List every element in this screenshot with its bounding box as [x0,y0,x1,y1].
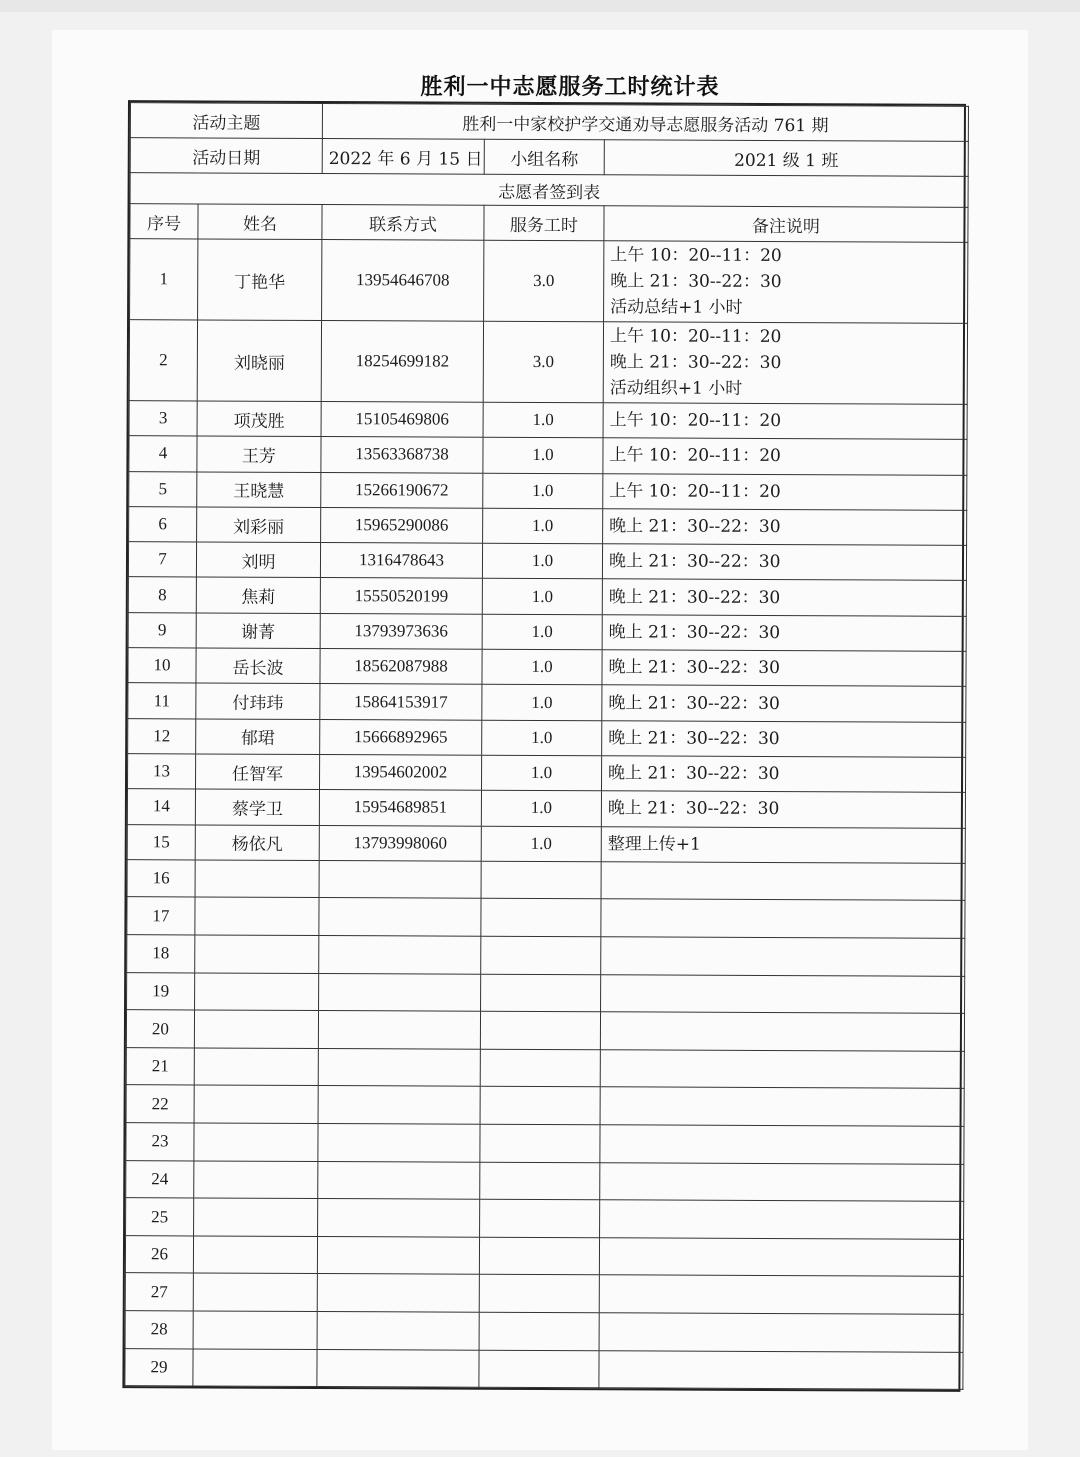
note-line: 晚上 21：30--22：30 [608,763,780,785]
empty-cell [600,1012,964,1051]
empty-cell [599,1350,963,1389]
date-row [130,138,968,177]
row-index: 19 [127,972,195,1010]
row-notes [603,509,967,546]
row-index: 7 [128,542,196,578]
note-line: 晚上 21：30--22：30 [608,622,781,643]
empty-row [126,1010,964,1051]
empty-cell [480,1199,600,1237]
empty-row [127,935,965,976]
section-title: 志愿者签到表 [130,173,968,208]
empty-cell [481,861,601,899]
row-hours: 1.0 [481,755,601,791]
empty-cell [319,860,481,898]
section-row [130,173,968,208]
note-line: 晚上 21：30--22：30 [608,692,780,714]
row-index: 15 [127,824,195,860]
row-index: 6 [129,507,197,543]
row-hours: 1.0 [482,685,602,721]
empty-cell [194,1085,318,1123]
empty-cell [193,1349,317,1387]
empty-row [125,1273,963,1314]
note-line: 上午 10：20--11：20 [610,245,782,267]
row-name: 王晓慧 [197,472,321,508]
table-row [127,789,965,828]
empty-cell [193,1273,317,1311]
row-name: 焦莉 [196,577,320,613]
note-line: 上午 10：20--11：20 [609,445,781,467]
row-index: 20 [126,1010,194,1048]
row-index: 13 [127,754,195,790]
theme-row [130,103,968,142]
row-notes [601,826,965,863]
row-contact: 13954646708 [322,240,484,322]
empty-row [127,860,965,901]
empty-cell [479,1312,599,1350]
empty-cell [600,1087,964,1126]
empty-cell [317,1236,479,1274]
empty-cell [601,974,965,1013]
row-hours: 3.0 [484,240,604,322]
row-index: 16 [127,860,195,898]
table-row [129,507,967,546]
row-hours: 1.0 [481,826,601,862]
row-contact: 15864153917 [320,684,482,720]
note-line: 整理上传+1 [607,833,701,855]
date-label: 活动日期 [130,138,322,174]
note-line: 上午 10：20--11：20 [609,326,782,348]
empty-cell [480,1124,600,1162]
empty-cell [193,1236,317,1274]
empty-cell [318,1086,480,1124]
empty-cell [600,1162,964,1201]
row-name: 谢菁 [196,613,320,649]
empty-cell [195,935,319,973]
empty-cell [481,974,601,1012]
table-row [128,577,966,616]
row-index: 4 [129,436,197,472]
row-name: 丁艳华 [198,239,322,321]
empty-cell [599,1313,963,1352]
empty-row [127,897,965,938]
hours-form [122,100,966,1392]
theme-label: 活动主题 [130,103,322,139]
row-name: 付玮玮 [196,683,320,719]
row-index: 5 [129,471,197,507]
row-hours: 1.0 [482,579,602,615]
row-index: 22 [126,1085,194,1123]
empty-cell [479,1237,599,1275]
table-row [128,683,966,722]
header-name: 姓名 [198,204,322,240]
row-contact: 15550520199 [320,578,482,614]
table-row [129,320,967,405]
row-contact: 13793998060 [319,825,481,861]
empty-row [126,1160,964,1201]
row-hours: 1.0 [482,543,602,579]
empty-cell [195,860,319,898]
row-contact: 13563368738 [321,437,483,473]
row-contact: 15965290086 [321,507,483,543]
table-row [130,239,968,324]
empty-row [126,1085,964,1126]
header-row [130,204,968,243]
empty-row [126,1123,964,1164]
empty-cell [481,936,601,974]
empty-cell [195,897,319,935]
row-hours: 1.0 [483,473,603,509]
row-hours: 1.0 [482,614,602,650]
date-value: 2022 年 6 月 15 日 [322,139,484,175]
theme-value: 胜利一中家校护学交通劝导志愿服务活动 761 期 [322,104,968,142]
header-index: 序号 [130,204,198,239]
row-index: 23 [126,1123,194,1161]
empty-cell [600,1125,964,1164]
row-contact: 18254699182 [321,321,483,403]
empty-cell [480,1011,600,1049]
row-hours: 1.0 [483,402,603,438]
empty-cell [599,1275,963,1314]
note-line: 晚上 21：30--22：30 [610,271,782,293]
row-notes [601,791,965,828]
row-hours: 1.0 [483,508,603,544]
empty-cell [317,1349,479,1387]
row-notes [602,615,966,652]
empty-cell [318,1048,480,1086]
row-notes [602,685,966,722]
empty-row [126,1048,964,1089]
row-name: 刘彩丽 [197,507,321,543]
row-hours: 1.0 [483,438,603,474]
row-notes [603,438,967,475]
row-hours: 3.0 [483,321,603,403]
empty-cell [479,1275,599,1313]
note-line: 晚上 21：30--22：30 [608,586,781,608]
row-index: 18 [127,935,195,973]
table-row [128,718,966,757]
note-line: 上午 10：20--11：20 [609,481,781,502]
row-name: 杨依凡 [195,825,319,861]
empty-cell [601,899,965,938]
empty-cell [318,1199,480,1237]
row-index: 27 [125,1273,193,1311]
row-index: 24 [126,1160,194,1198]
empty-cell [194,1123,318,1161]
empty-cell [194,1010,318,1048]
row-name: 任智军 [195,754,319,790]
row-index: 11 [128,683,196,719]
row-name: 王芳 [197,436,321,472]
note-line: 晚上 21：30--22：30 [608,551,781,573]
row-hours: 1.0 [482,720,602,756]
empty-cell [193,1311,317,1349]
row-index: 28 [125,1311,193,1349]
empty-cell [480,1162,600,1200]
empty-cell [318,1124,480,1162]
note-line: 晚上 21：30--22：30 [608,657,780,679]
empty-row [126,1198,964,1239]
row-name: 郁珺 [196,719,320,755]
empty-cell [194,1161,318,1199]
empty-cell [601,862,965,901]
row-contact: 18562087988 [320,649,482,685]
empty-cell [317,1311,479,1349]
table-row [128,612,966,651]
header-contact: 联系方式 [322,205,484,241]
row-contact: 13793973636 [320,613,482,649]
row-notes [602,720,966,757]
row-contact: 15954689851 [319,790,481,826]
empty-cell [194,1198,318,1236]
row-name: 蔡学卫 [195,789,319,825]
row-index: 14 [127,789,195,825]
form-table [124,102,969,1390]
empty-cell [319,936,481,974]
table-row [128,542,966,581]
row-index: 17 [127,897,195,935]
empty-row [125,1235,963,1276]
empty-row [125,1311,963,1352]
group-label: 小组名称 [484,139,604,175]
row-index: 21 [126,1048,194,1086]
row-contact: 15666892965 [320,719,482,755]
row-index: 2 [129,320,197,401]
table-row [129,401,967,440]
table-row [127,824,965,863]
empty-row [127,972,965,1013]
row-index: 12 [128,718,196,754]
empty-cell [318,1161,480,1199]
row-name: 项茂胜 [197,401,321,437]
row-notes [602,650,966,687]
row-hours: 1.0 [481,790,601,826]
header-notes: 备注说明 [604,206,968,243]
row-index: 8 [128,577,196,613]
note-line: 活动组织+1 小时 [609,378,743,399]
row-name: 刘晓丽 [197,320,321,402]
top-strip [0,0,1080,12]
empty-cell [481,899,601,937]
row-index: 25 [126,1198,194,1236]
row-index: 29 [125,1348,193,1386]
row-notes [603,473,967,510]
row-index: 10 [128,648,196,684]
table-row [129,436,967,475]
table-row [127,754,965,793]
row-notes [603,403,967,440]
row-contact: 15266190672 [321,472,483,508]
empty-cell [195,973,319,1011]
row-contact: 15105469806 [321,402,483,438]
empty-cell [319,898,481,936]
table-row [128,648,966,687]
empty-cell [600,1050,964,1089]
row-index: 1 [130,239,198,320]
empty-cell [480,1049,600,1087]
note-line: 晚上 21：30--22：30 [609,516,781,538]
row-notes [602,544,966,581]
note-line: 晚上 21：30--22：30 [608,728,780,749]
row-index: 26 [125,1235,193,1273]
row-contact: 1316478643 [320,543,482,579]
empty-cell [600,1200,964,1239]
row-name: 岳长波 [196,648,320,684]
note-line: 活动总结+1 小时 [610,297,743,318]
row-name: 刘明 [196,542,320,578]
document-title: 胜利一中志愿服务工时统计表 [420,75,720,100]
empty-cell [318,1011,480,1049]
row-notes [603,322,967,405]
note-line: 晚上 21：30--22：30 [609,352,782,374]
empty-cell [479,1350,599,1388]
empty-cell [317,1274,479,1312]
note-line: 晚上 21：30--22：30 [607,798,780,820]
empty-cell [480,1087,600,1125]
row-hours: 1.0 [482,649,602,685]
empty-row [125,1348,963,1389]
row-contact: 13954602002 [319,754,481,790]
row-notes [602,579,966,616]
row-notes [601,756,965,793]
header-hours: 服务工时 [484,205,604,241]
empty-cell [194,1048,318,1086]
row-index: 3 [129,401,197,437]
note-line: 上午 10：20--11：20 [609,410,782,432]
table-row [129,471,967,510]
empty-cell [601,937,965,976]
group-value: 2021 级 1 班 [604,140,968,177]
empty-cell [599,1238,963,1277]
row-notes [604,241,968,324]
empty-cell [319,973,481,1011]
row-index: 9 [128,612,196,648]
